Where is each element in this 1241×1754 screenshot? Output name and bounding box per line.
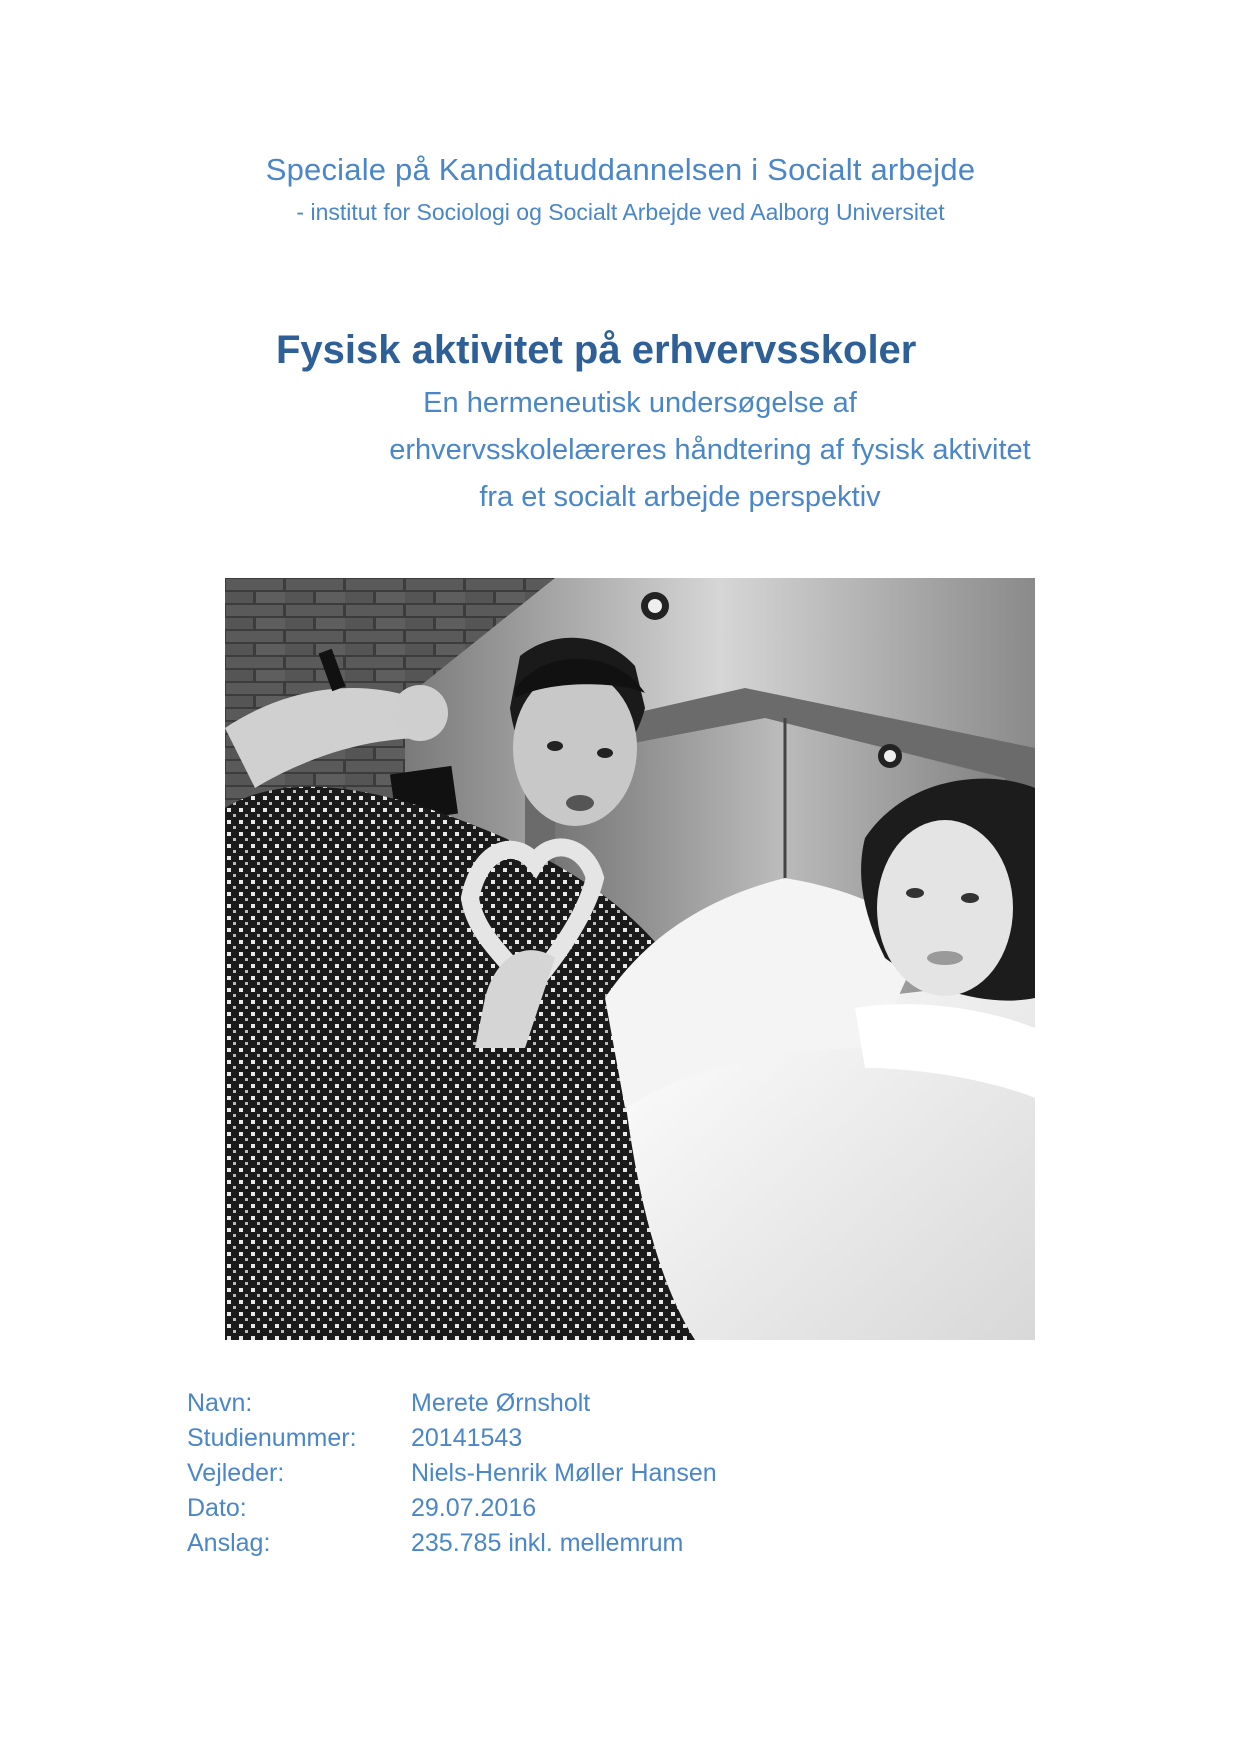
info-value: Niels-Henrik Møller Hansen — [411, 1459, 717, 1487]
info-row-date — [187, 1491, 717, 1526]
header-line-1: Speciale på Kandidatuddannelsen i Socialt arbejde — [265, 152, 976, 187]
info-row-name — [187, 1386, 717, 1421]
cover-photo-illustration — [225, 578, 1035, 1340]
info-row-supervisor — [187, 1456, 717, 1491]
info-block — [187, 1386, 717, 1561]
info-value: Merete Ørnsholt — [411, 1389, 591, 1417]
cover-photo — [225, 578, 1035, 1340]
document-title: Fysisk aktivitet på erhvervsskoler — [276, 328, 917, 372]
header-line-2: - institut for Sociologi og Socialt Arbejde ved Aalborg Universitet — [296, 199, 945, 225]
info-value: 20141543 — [411, 1424, 523, 1452]
info-value: 235.785 inkl. mellemrum — [411, 1529, 684, 1557]
info-label: Anslag: — [187, 1529, 271, 1557]
info-row-characters — [187, 1526, 717, 1561]
info-row-student-number — [187, 1421, 717, 1456]
subtitle-line-1: En hermeneutisk undersøgelse af — [423, 387, 857, 419]
subtitle-line-2: erhvervsskolelæreres håndtering af fysisk aktivitet — [389, 434, 1031, 466]
info-label: Studienummer: — [187, 1424, 357, 1452]
info-value: 29.07.2016 — [411, 1494, 537, 1522]
info-label: Navn: — [187, 1389, 253, 1417]
info-label: Vejleder: — [187, 1459, 285, 1487]
subtitle-line-3: fra et socialt arbejde perspektiv — [479, 481, 881, 513]
info-label: Dato: — [187, 1494, 247, 1522]
